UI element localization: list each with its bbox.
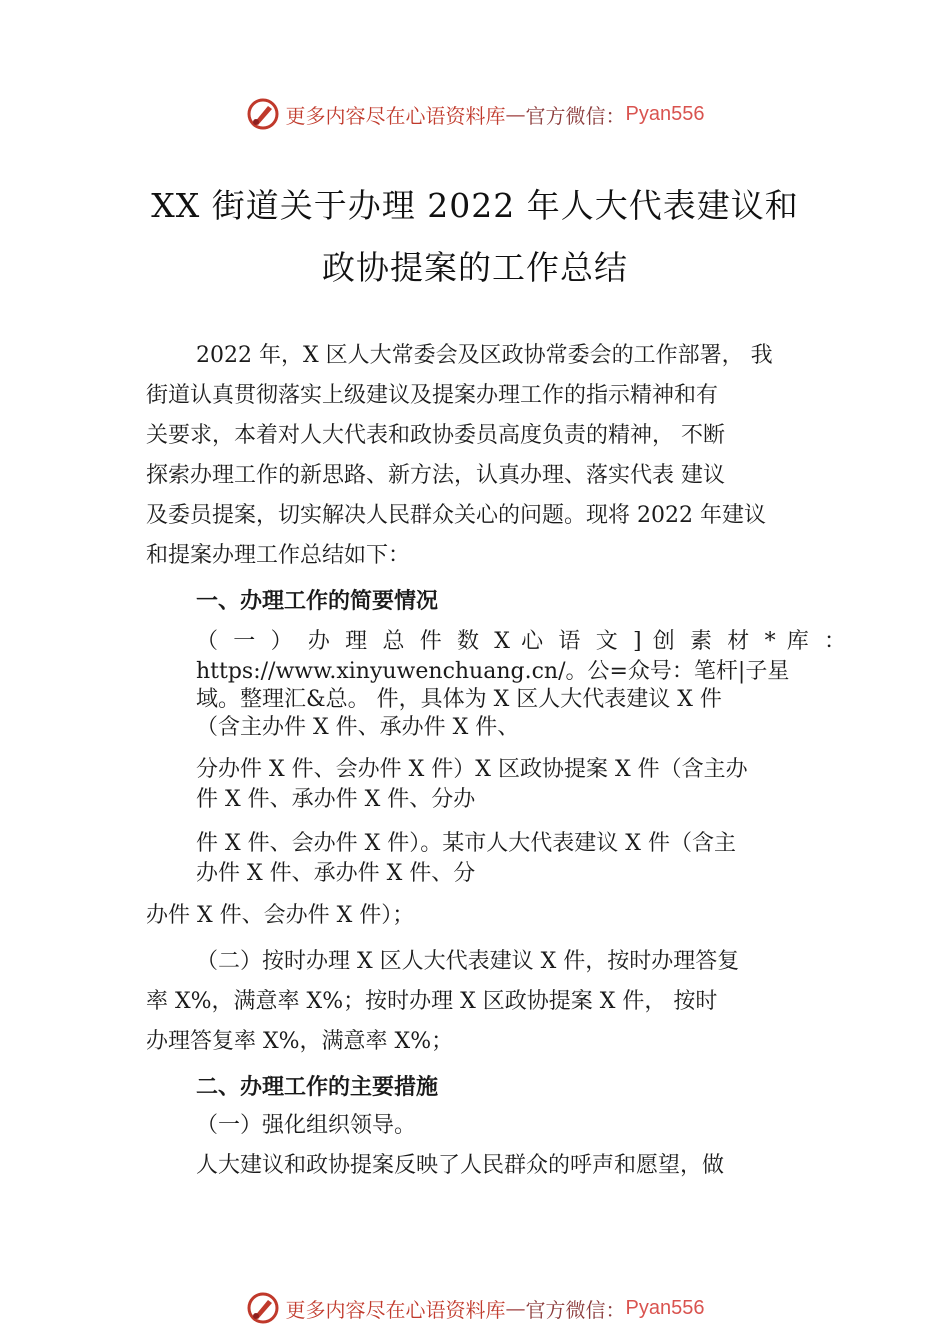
header-banner xyxy=(0,94,950,134)
wechat-id: Pyan556 xyxy=(625,102,705,125)
document-title-line1: XX 街道关于办理 2022 年人大代表建议和 xyxy=(151,186,799,225)
section-heading-2: 二、办理工作的主要措施 xyxy=(196,1075,439,1100)
intro-line: 2022 年，X 区人大常委会及区政协常委会的工作部署， 我 xyxy=(196,343,773,368)
item2-line: 率 X%，满意率 X%；按时办理 X 区政协提案 X 件， 按时 xyxy=(146,989,718,1014)
intro-line: 街道认真贯彻落实上级建议及提案办理工作的指示精神和有 xyxy=(146,383,719,408)
wechat-id: Pyan556 xyxy=(625,1296,705,1319)
banner-separator: — xyxy=(505,1296,526,1320)
item1-line: 件 X 件、会办件 X 件）。某市人大代表建议 X 件（含主 xyxy=(196,831,736,856)
intro-line: 和提案办理工作总结如下： xyxy=(146,543,411,568)
wechat-label: 官方微信： xyxy=(525,103,626,128)
document-title-line2: 政协提案的工作总结 xyxy=(322,248,628,287)
item1-line: （ 一 ） 办 理 总 件 数 X 心 语 文 ] 创 素 材 * 库 ： xyxy=(196,629,846,654)
brush-logo-icon xyxy=(246,97,280,131)
subheading-1: （一）强化组织领导。 xyxy=(196,1113,417,1138)
brush-logo-icon xyxy=(246,1291,280,1325)
intro-line: 及委员提案，切实解决人民群众关心的问题。现将 2022 年建议 xyxy=(146,503,766,528)
item1-line: 办件 X 件、会办件 X 件）； xyxy=(146,903,415,928)
item1-line: （含主办件 X 件、承办件 X 件、 xyxy=(196,715,520,740)
item1-line: https://www.xinyuwenchuang.cn/。公=众号：笔杆|子星 xyxy=(196,659,790,684)
wechat-label: 官方微信： xyxy=(525,1297,626,1322)
item2-line: （二）按时办理 X 区人大代表建议 X 件，按时办理答复 xyxy=(196,949,740,974)
promo-text: 更多内容尽在心语资料库 xyxy=(285,103,506,128)
item1-line: 域。整理汇&总。 件，具体为 X 区人大代表建议 X 件 xyxy=(196,687,722,712)
item1-line: 分办件 X 件、会办件 X 件）X 区政协提案 X 件（含主办 xyxy=(196,757,748,782)
banner-separator: — xyxy=(505,102,526,126)
intro-line: 关要求，本着对人大代表和政协委员高度负责的精神， 不断 xyxy=(146,423,725,448)
item1-line: 件 X 件、承办件 X 件、分办 xyxy=(196,787,476,812)
body-last-line: 人大建议和政协提案反映了人民群众的呼声和愿望，做 xyxy=(196,1153,725,1178)
intro-line: 探索办理工作的新思路、新方法，认真办理、落实代表 建议 xyxy=(146,463,725,488)
item2-line: 办理答复率 X%，满意率 X%； xyxy=(146,1029,454,1054)
item1-line: 办件 X 件、承办件 X 件、分 xyxy=(196,861,476,886)
section-heading-1: 一、办理工作的简要情况 xyxy=(196,589,439,614)
footer-banner xyxy=(0,1288,950,1328)
promo-text: 更多内容尽在心语资料库 xyxy=(285,1297,506,1322)
